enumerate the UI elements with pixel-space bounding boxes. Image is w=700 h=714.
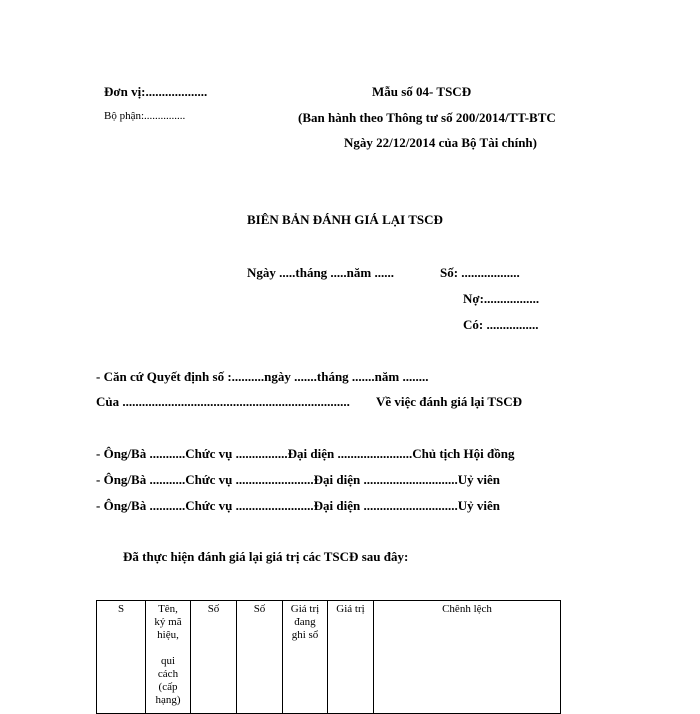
department-label: Bộ phận:............... <box>104 110 186 122</box>
table-header-row <box>97 601 561 714</box>
header-index: S <box>97 601 146 714</box>
issued-by-circular: (Ban hành theo Thông tư số 200/2014/TT-BTC <box>298 110 556 125</box>
member-commissioner: - Ông/Bà ...........Chức vụ ........................Đại diện .............................Uỷ viên <box>96 498 500 513</box>
member-chairman: - Ông/Bà ...........Chức vụ ................Đại diện .......................Chủ tịch Hội đồng <box>96 446 515 461</box>
decision-basis: - Căn cứ Quyết định số :..........ngày .......tháng .......năm ........ <box>96 369 429 384</box>
document-date: Ngày .....tháng .....năm ...... <box>247 265 394 280</box>
header-number-1: Số <box>191 601 237 714</box>
header-book-value: Giá trị đang ghi sổ <box>283 601 328 714</box>
debit-account: Nợ:................. <box>463 291 540 306</box>
document-number: Số: .................. <box>440 265 520 280</box>
header-number-2: Số <box>237 601 283 714</box>
unit-label: Đơn vị:................... <box>104 84 208 99</box>
decision-subject: Về việc đánh giá lại TSCĐ <box>376 394 523 409</box>
header-asset-name: Tên, ký mã hiệu, qui cách (cấp hạng) <box>146 601 191 714</box>
header-revalued-value: Giá trị <box>328 601 374 714</box>
asset-revaluation-table <box>96 600 561 714</box>
credit-account: Có: ................ <box>463 317 539 332</box>
decision-issuer: Của ...................................................................... <box>96 394 350 409</box>
table-intro: Đã thực hiện đánh giá lại giá trị các TSCĐ sau đây: <box>123 549 409 564</box>
header-difference: Chênh lệch <box>374 601 561 714</box>
issued-date: Ngày 22/12/2014 của Bộ Tài chính) <box>344 135 537 150</box>
form-number: Mẫu số 04- TSCĐ <box>372 84 472 99</box>
member-commissioner: - Ông/Bà ...........Chức vụ ........................Đại diện .............................Uỷ viên <box>96 472 500 487</box>
document-title: BIÊN BẢN ĐÁNH GIÁ LẠI TSCĐ <box>247 212 443 227</box>
